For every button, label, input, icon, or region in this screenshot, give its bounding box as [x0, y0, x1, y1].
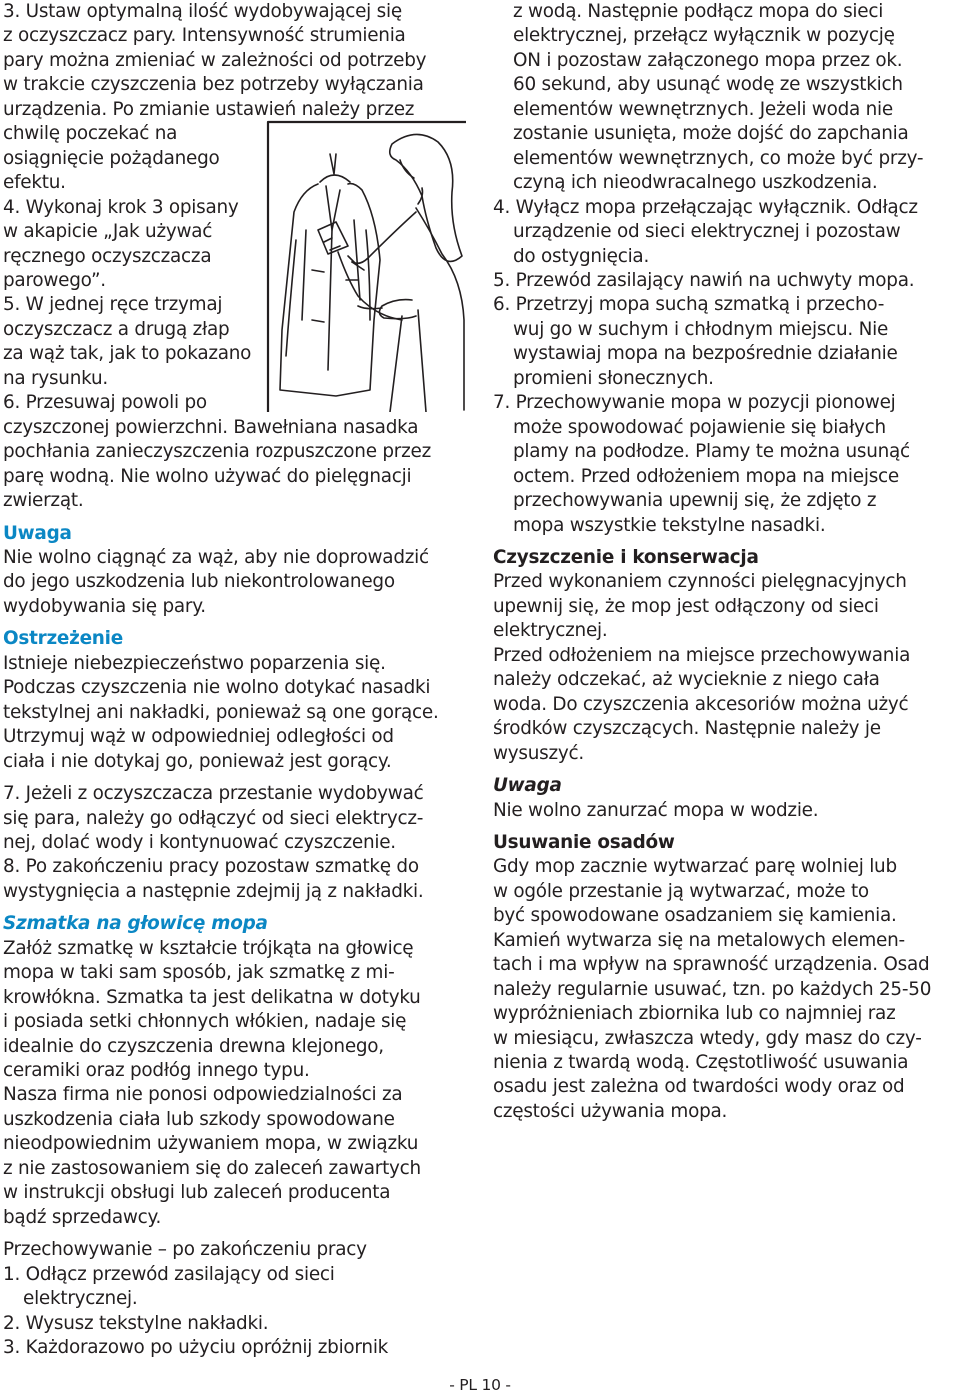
list-item: 3. Każdorazowo po użyciu opróżnij zbiornik	[3, 1337, 389, 1359]
text-line: Nie wolno ciągnąć za wąż, aby nie doprowadzić	[3, 546, 429, 568]
text-line: 5. Przewód zasilający nawiń na uchwyty mopa.	[493, 269, 915, 291]
text-line: ręcznego oczyszczacza	[3, 245, 212, 267]
text-line: mopa wszystkie tekstylne nasadki.	[513, 514, 826, 536]
text-line: pary można zmieniać w zależności od potrzeby	[3, 49, 427, 71]
text-line: osiągnięcie pożądanego	[3, 147, 220, 169]
text-line: należy odczekać, aż wycieknie z niego cała	[493, 669, 880, 691]
item-6	[493, 293, 960, 391]
text-line: 7. Jeżeli z oczyszczacza przestanie wydobywać	[3, 783, 424, 805]
text-line: może spowodować pojawienie się białych	[513, 416, 886, 438]
text-line: elektrycznej, przełącz wyłącznik w pozycję	[513, 25, 895, 47]
text-line: wystygnięcia a następnie zdejmij ją z nakładki.	[3, 880, 424, 902]
text-line: z wodą. Następnie podłącz mopa do sieci	[513, 1, 884, 22]
text-line: czyszczonej powierzchni. Bawełniana nasadka	[3, 416, 419, 438]
steamer-illustration	[266, 120, 466, 412]
continuation	[493, 0, 960, 196]
text-line: 5. W jednej ręce trzymaj	[3, 294, 223, 316]
text-line: 60 sekund, aby usunąć wodę ze wszystkich	[513, 74, 903, 96]
step-8	[3, 855, 465, 904]
storage-section	[3, 1238, 465, 1360]
text-line: chwilę poczekać na	[3, 123, 178, 145]
item-7	[493, 391, 960, 538]
uwaga-heading: Uwaga	[493, 775, 562, 797]
text-line: ciała i nie dotykaj go, ponieważ jest gorący.	[3, 750, 392, 772]
list-item: 1. Odłącz przewód zasilający od sieci	[3, 1263, 335, 1285]
text-line: 6. Przetrzyj mopa suchą szmatką i przecho-	[493, 294, 885, 316]
text-line: parowego”.	[3, 269, 106, 291]
item-5	[493, 269, 960, 293]
page-number: - PL 10 -	[449, 1376, 511, 1394]
step-7	[3, 782, 465, 855]
text-line: promieni słonecznych.	[513, 367, 714, 389]
cleaning-section	[493, 546, 960, 766]
text-line: do jego uszkodzenia lub niekontrolowanego	[3, 571, 395, 593]
text-line: i posiada setki chłonnych włókien, nadaje się	[3, 1011, 407, 1033]
text-line: oczyszczacz a drugą złap	[3, 318, 230, 340]
text-line: wydobywania się pary.	[3, 595, 206, 617]
text-line: 4. Wykonaj krok 3 opisany	[3, 196, 239, 218]
text-line: zwierząt.	[3, 490, 84, 512]
text-line: środków czyszczących. Następnie należy je	[493, 718, 881, 740]
text-line: na rysunku.	[3, 367, 108, 389]
text-line: z nie zastosowaniem się do zaleceń zawartych	[3, 1157, 421, 1179]
text-line: wysuszyć.	[493, 742, 584, 764]
text-line: 8. Po zakończeniu pracy pozostaw szmatkę do	[3, 856, 419, 878]
text-line: pochłania zanieczyszczenia rozpuszczone przez	[3, 441, 431, 463]
text-line: 7. Przechowywanie mopa w pozycji pionowej	[493, 392, 896, 414]
text-line: Gdy mop zacznie wytwarzać parę wolniej lub	[493, 856, 897, 878]
text-line: 4. Wyłącz mopa przełączając wyłącznik. Odłącz	[493, 196, 918, 218]
text-line: tach i ma wpływ na sprawność urządzenia. Osad	[493, 954, 930, 976]
text-line: 3. Ustaw optymalną ilość wydobywającej się	[3, 1, 402, 22]
text-line: osadu jest zależna od twardości wody oraz od	[493, 1076, 905, 1098]
descaling-section	[493, 831, 960, 1124]
ostrzezenie-heading: Ostrzeżenie	[3, 628, 123, 650]
text-line: urządzenie od sieci elektrycznej i pozostaw	[513, 221, 901, 243]
list-item: 2. Wysusz tekstylne nakładki.	[3, 1312, 269, 1334]
warning-note	[3, 522, 465, 620]
text-line: bądź sprzedawcy.	[3, 1206, 162, 1228]
text-line: woda. Do czyszczenia akcesoriów można użyć	[493, 693, 909, 715]
text-line: wypróżnieniach zbiornika lub co najmniej raz	[493, 1003, 896, 1025]
osady-heading: Usuwanie osadów	[493, 831, 675, 853]
text-line: do ostygnięcia.	[513, 245, 650, 267]
text-line: tekstylnej ani nakładki, ponieważ są one gorące.	[3, 701, 439, 723]
text-line: krowłókna. Szmatka ta jest delikatna w dotyku	[3, 986, 421, 1008]
text-line: być spowodowane osadzaniem się kamienia.	[493, 905, 897, 927]
text-line: upewnij się, że mop jest odłączony od sieci	[493, 595, 879, 617]
text-line: w akapicie „Jak używać	[3, 221, 213, 243]
text-line: efektu.	[3, 172, 66, 194]
przechowywanie-heading: Przechowywanie – po zakończeniu pracy	[3, 1239, 367, 1261]
text-line: Istnieje niebezpieczeństwo poparzenia się.	[3, 652, 386, 674]
text-line: w instrukcji obsługi lub zaleceń producenta	[3, 1182, 391, 1204]
uwaga-heading: Uwaga	[3, 522, 72, 544]
right-column	[493, 0, 960, 1124]
text-line: plamy na podłodze. Plamy te można usunąć	[513, 441, 910, 463]
czyszczenie-heading: Czyszczenie i konserwacja	[493, 546, 759, 568]
text-line: elementów wewnętrznych. Jeżeli woda nie	[513, 98, 893, 120]
text-line: częstości używania mopa.	[493, 1100, 728, 1122]
item-4	[493, 196, 960, 269]
text-line: się para, należy go odłączyć od sieci elektrycz-	[3, 807, 424, 829]
caution-note	[3, 627, 465, 774]
text-line: urządzenia. Po zmianie ustawień należy przez	[3, 98, 415, 120]
text-line: elementów wewnętrznych, co może być przy-	[513, 147, 924, 169]
text-line: idealnie do czyszczenia drewna klejonego,	[3, 1035, 384, 1057]
text-line: w trakcie czyszczenia bez potrzeby wyłączania	[3, 74, 424, 96]
text-line: Nasza firma nie ponosi odpowiedzialności za	[3, 1084, 403, 1106]
cloth-section	[3, 912, 465, 1230]
text-line: elektrycznej.	[493, 620, 608, 642]
text-line: Kamień wytwarza się na metalowych elemen-	[493, 929, 905, 951]
text-line: nienia z twardą wodą. Częstotliwość usuwania	[493, 1052, 909, 1074]
text-line: w miesiącu, zwłaszcza wtedy, gdy masz do czy-	[493, 1027, 922, 1049]
text-line: zostanie usunięta, może dojść do zapchania	[513, 123, 909, 145]
list-item: elektrycznej.	[23, 1288, 138, 1310]
text-line: wuj go w suchym i chłodnym miejscu. Nie	[513, 318, 889, 340]
text-line: parę wodną. Nie wolno używać do pielęgnacji	[3, 465, 412, 487]
text-line: nej, dolać wody i kontynuować czyszczenie.	[3, 831, 396, 853]
text-line: Utrzymuj wąż w odpowiedniej odległości od	[3, 726, 394, 748]
text-line: Przed odłożeniem na miejsce przechowywania	[493, 644, 911, 666]
warning-note-right	[493, 774, 960, 823]
text-line: ON i pozostaw załączonego mopa przez ok.	[513, 49, 903, 71]
text-line: Załóż szmatkę w kształcie trójkąta na głowicę	[3, 937, 414, 959]
text-line: za wąż tak, jak to pokazano	[3, 343, 252, 365]
szmatka-heading: Szmatka na głowicę mopa	[3, 913, 268, 935]
text-line: Przed wykonaniem czynności pielęgnacyjnych	[493, 571, 907, 593]
text-line: 6. Przesuwaj powoli po	[3, 392, 207, 414]
text-line: z oczyszczacz pary. Intensywność strumienia	[3, 25, 406, 47]
text-line: ceramiki oraz podłóg innego typu.	[3, 1060, 310, 1082]
text-line: Podczas czyszczenia nie wolno dotykać nasadki	[3, 677, 431, 699]
text-line: octem. Przed odłożeniem mopa na miejsce	[513, 465, 899, 487]
text-line: przechowywania upewnij się, że zdjęto z	[513, 490, 877, 512]
text-line: Nie wolno zanurzać mopa w wodzie.	[493, 799, 819, 821]
text-line: uszkodzenia ciała lub szkody spowodowane	[3, 1108, 395, 1130]
text-line: mopa w taki sam sposób, jak szmatkę z mi-	[3, 962, 395, 984]
text-line: należy regularnie usuwać, tzn. po każdych 25-50	[493, 978, 932, 1000]
text-line: w ogóle przestanie ją wytwarzać, może to	[493, 880, 869, 902]
text-line: wystawiaj mopa na bezpośrednie działanie	[513, 343, 898, 365]
text-line: nieodpowiednim używaniem mopa, w związku	[3, 1133, 419, 1155]
text-line: czyną ich nieodwracalnego uszkodzenia.	[513, 172, 878, 194]
